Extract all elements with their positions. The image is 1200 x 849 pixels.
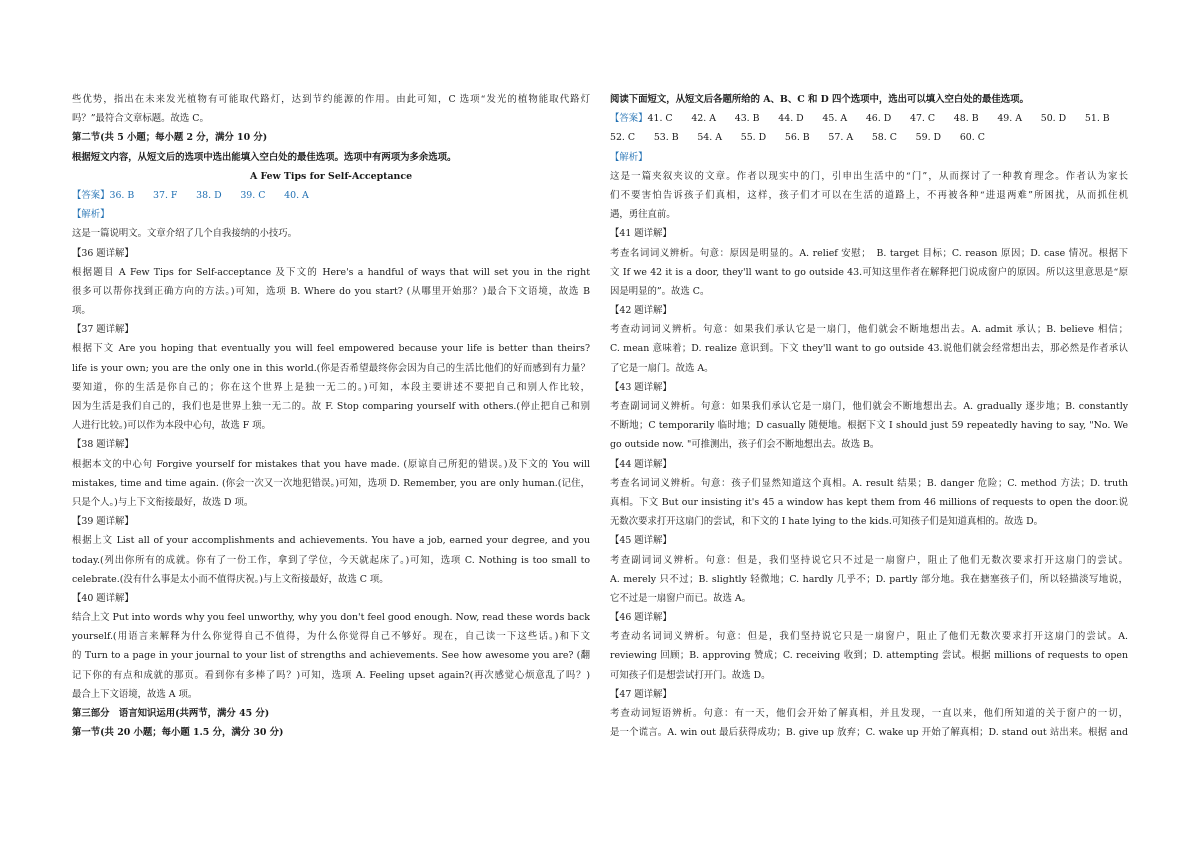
left-text-line: 吗？”最符合文章标题。故选 C。 (72, 113, 209, 125)
right-text-line: 考查副词词义辨析。句意：但是，我们坚持说它只不过是一扇窗户，阻止了他们无数次要求打开这扇门的尝试。 (610, 554, 1128, 566)
left-text-line: 【40 题详解】 (72, 592, 134, 604)
left-text-line: mistakes, time and time again. (你会一次又一次地犯错误。)可知，选项 D. Remember, you are only human.(记住， (72, 477, 590, 489)
right-text-line: 考查动词词义辨析。句意：如果我们承认它是一扇门，他们就会不断地想出去。A. admit 承认；B. believe 相信； (610, 324, 1128, 336)
right-text-line: 【45 题详解】 (610, 535, 672, 547)
left-text-line: 根据本文的中心句 Forgive yourself for mistakes that you have made. (原谅自己所犯的错误。)及下文的 You will (72, 458, 590, 470)
left-text-line: today.(列出你所有的成就。你有了一份工作，拿到了学位，今天就起床了。)可知，选项 C. Nothing is too small to (72, 554, 590, 566)
right-text-line: 考查动词短语辨析。句意：有一天，他们会开始了解真相，并且发现，一直以来，他们所知道的关于窗户的一切， (610, 708, 1128, 719)
right-text-line: 52. C 53. B 54. A 55. D 56. B 57. A 58. C 59. D 60. C (610, 132, 985, 144)
right-column (610, 90, 1128, 742)
right-text-line: 这是一篇夹叙夹议的文章。作者以现实中的门，引申出生活中的“门”，从而探讨了一种教育理念。作者认为家长 (610, 170, 1128, 182)
right-text-line: 考查名词词义辨析。句意：原因是明显的。A. relief 安慰； B. target 目标；C. reason 原因；D. case 情况。根据下 (610, 247, 1128, 259)
left-text-line: 【答案】36. B 37. F 38. D 39. C 40. A (72, 189, 309, 201)
right-text-line: 【46 题详解】 (610, 612, 672, 624)
right-text-line: 【47 题详解】 (610, 688, 672, 700)
left-text-line: 项。 (72, 305, 91, 317)
right-text-line: 阅读下面短文，从短文后各题所给的 A、B、C 和 D 四个选项中，选出可以填入空白处的最佳选项。 (610, 94, 1029, 105)
right-text-line (610, 109, 1128, 128)
left-text-line: life is your own; you are the only one in this world.(你是否希望最终你会因为自己的生活比他们的好而感到有力量？ (72, 362, 590, 374)
right-text-line: 了它是一扇门。故选 A。 (610, 362, 714, 374)
left-text-line: 【解析】 (72, 209, 110, 221)
left-text-line: 些优势，指出在未来发光植物有可能取代路灯，达到节约能源的作用。由此可知，C 选项“发光的植物能取代路灯 (72, 94, 590, 105)
left-text-line: 根据题目 A Few Tips for Self-acceptance 及下文的 Here's a handful of ways that will set you in the right (72, 266, 590, 278)
left-text-line: 结合上文 Put into words why you feel unworthy, why you don't feel good enough. Now, read these words back (72, 612, 590, 624)
left-text-line: 因为生活是我们自己的，我们也是世界上独一无二的。故 F. Stop comparing yourself with others.(停止把自己和别 (72, 401, 590, 412)
right-text-line: reviewing 回顾；B. approving 赞成；C. receiving 收到；D. attempting 尝试。根据 millions of requests to open (610, 650, 1128, 662)
right-text-line: C. mean 意味着；D. realize 意识到。下文 they'll want to go outside 43.说他们就会经常想出去，那必然是作者承认 (610, 343, 1128, 355)
left-text-line: 【37 题详解】 (72, 324, 134, 336)
left-text-line: 根据上文 List all of your accomplishments and achievements. You have a job, earned your degree, and you (72, 535, 590, 547)
left-text-line: 【36 题详解】 (72, 247, 134, 259)
answer-label: 【答案】 (610, 113, 648, 125)
left-text-line: 第三部分 语言知识运用(共两节，满分 45 分) (72, 708, 270, 719)
right-text-line: 无数次要求打开这扇门的尝试，和下文的 I hate lying to the kids.可知孩子们是知道真相的。故选 D。 (610, 516, 1043, 528)
left-text-line: A Few Tips for Self-Acceptance (249, 170, 413, 182)
right-text-line: A. merely 只不过；B. slightly 轻微地；C. hardly 几乎不；D. partly 部分地。我在搪塞孩子们，所以轻描淡写地说， (610, 573, 1128, 585)
right-text-line: 它不过是一扇窗户而已。故选 A。 (610, 592, 752, 604)
right-text-line: 们不要害怕告诉孩子们真相，这样，孩子们才可以在生活的道路上，不再被各种“进退两难”所困扰，从而抓住机 (610, 189, 1128, 201)
left-text-line: 要知道，你的生活是你自己的；你在这个世界上是独一无二的。)可知，本段主要讲述不要把自己和别人作比较， (72, 381, 590, 393)
right-text-line: 可知孩子们是想尝试打开门。故选 D。 (610, 669, 771, 681)
right-text-line: go outside now. "可推测出，孩子们会不断地想出去。故选 B。 (610, 439, 880, 451)
left-text-line: 只是个人。)与上下文衔接最好，故选 D 项。 (72, 496, 254, 508)
right-text-line: 文 If we 42 it is a door, they'll want to go outside 43.可知这里作者在解释把门说成窗户的原因。所以这里意思是“原 (610, 266, 1128, 278)
right-text-line: 不断地；C temporarily 临时地；D casually 随便地。根据下文 I should just 59 repeatedly having to say, "No. We (610, 420, 1128, 432)
left-text-line: 【38 题详解】 (72, 439, 134, 451)
right-text-line: 遇，勇往直前。 (610, 209, 676, 221)
left-text-line: 这是一篇说明文。文章介绍了几个自我接纳的小技巧。 (72, 228, 298, 240)
right-text-line: 【解析】 (610, 151, 648, 163)
left-text-line: 【39 题详解】 (72, 516, 134, 528)
right-text-line: 真相。下文 But our insisting it's 45 a window has kept them from 46 millions of requests to open the door.说 (610, 496, 1128, 508)
right-text-line: 【43 题详解】 (610, 381, 672, 393)
left-text-line: 记下你的有点和成就的那页。看到你有多棒了吗？)可知，选项 A. Feeling upset again?(再次感觉心烦意乱了吗？) (72, 669, 590, 681)
right-text-line: 考查名词词义辨析。句意：孩子们显然知道这个真相。A. result 结果；B. danger 危险；C. method 方法；D. truth (610, 477, 1128, 489)
left-text-line: 的 Turn to a page in your journal to your list of strengths and achievements. See how awesome you are? (翻 (72, 650, 590, 662)
right-text-line: 【42 题详解】 (610, 305, 672, 317)
left-text-line: 第二节(共 5 小题；每小题 2 分，满分 10 分) (72, 132, 268, 144)
right-text-line: 因是明显的”。故选 C。 (610, 285, 710, 297)
left-text-line: 人进行比较。)可以作为本段中心句，故选 F 项。 (72, 420, 271, 432)
right-text-line: 考查副词词义辨析。句意：如果我们承认它是一扇门，他们就会不断地想出去。A. gradually 逐步地；B. constantly (610, 401, 1128, 412)
left-text-line: 最合上下文语境，故选 A 项。 (72, 688, 198, 700)
left-text-line: 根据短文内容，从短文后的选项中选出能填入空白处的最佳选项。选项中有两项为多余选项。 (72, 151, 457, 163)
left-text-line: celebrate.(没有什么事是太小而不值得庆祝。)与上文衔接最好，故选 C 项。 (72, 573, 389, 585)
left-text-line: 第一节(共 20 小题；每小题 1.5 分，满分 30 分) (72, 727, 284, 739)
left-column (72, 90, 590, 742)
right-text-line: 【41 题详解】 (610, 228, 672, 240)
right-text-line: 是一个谎言。A. win out 最后获得成功；B. give up 放弃；C. wake up 开始了解真相；D. stand out 站出来。根据 and (610, 727, 1128, 739)
left-text-line: yourself.(用语言来解释为什么你觉得自己不值得，为什么你觉得自己不够好。现在，自己读一下这些话。)和下文 (72, 631, 590, 643)
right-text-line: 考查动名词词义辨析。句意：但是，我们坚持说它只是一扇窗户，阻止了他们无数次要求打开这扇门的尝试。A. (610, 631, 1128, 643)
answer-values: 41. C 42. A 43. B 44. D 45. A 46. D 47. C 48. B 49. A 50. D 51. B (647, 113, 1110, 125)
right-text-line: 【44 题详解】 (610, 458, 672, 470)
left-text-line: 根据下文 Are you hoping that eventually you will feel empowered because your life is better than theirs? (72, 343, 590, 355)
left-text-line: 很多可以帮你找到正确方向的方法。)可知，选项 B. Where do you start? (从哪里开始那？)最合下文语境，故选 B (72, 285, 590, 297)
